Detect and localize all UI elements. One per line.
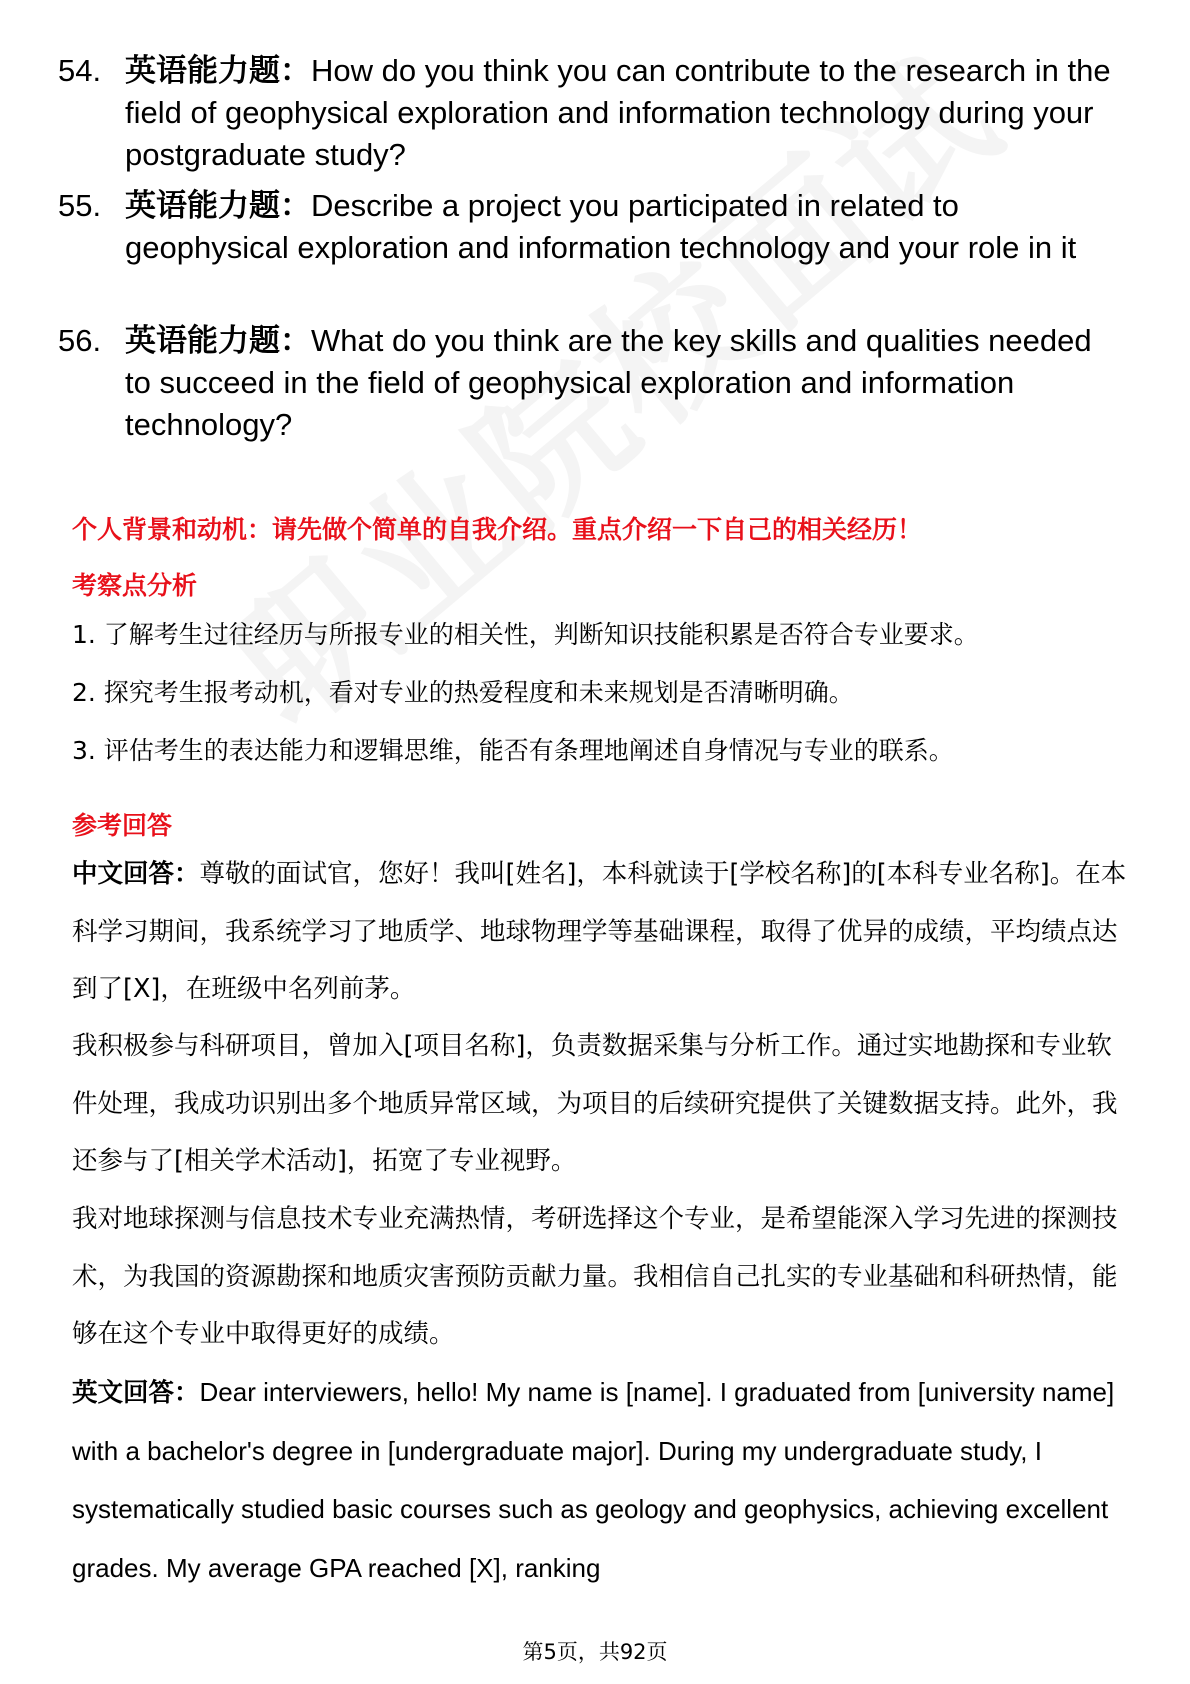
question-number: 54. <box>58 53 102 88</box>
analysis-point: 2. 探究考生报考动机，看对专业的热爱程度和未来规划是否清晰明确。 <box>72 678 854 707</box>
answer-text: 尊敬的面试官，您好！我叫[姓名]，本科就读于[学校名称]的[本科专业名称]。在本科学习期间，我系统学习了地质学、地球物理学等基础课程，取得了优异的成绩，平均绩点达到了[X]，在班级中名列前茅。 <box>72 859 1127 1004</box>
answer-en-label: 英文回答： <box>72 1378 200 1408</box>
question-tag: 英语能力题： <box>125 53 311 89</box>
question-number: 55. <box>58 188 102 223</box>
question-54 <box>58 50 1118 176</box>
question-number: 56. <box>58 323 102 358</box>
answer-cn-label: 中文回答： <box>72 859 200 889</box>
question-text: What do you think are the key skills and qualities needed to succeed in the field of geophysical exploration and information technology? <box>125 323 1092 442</box>
answer-text: 我积极参与科研项目，曾加入[项目名称]，负责数据采集与分析工作。通过实地勘探和专业软件处理，我成功识别出多个地质异常区域，为项目的后续研究提供了关键数据支持。此外，我还参与了[相关学术活动]，拓宽了专业视野。 <box>72 1031 1118 1176</box>
answer-cn-paragraph-3 <box>72 1191 1132 1364</box>
answer-text: Dear interviewers, hello! My name is [name]. I graduated from [university name] with a bachelor's degree in [undergraduate major]. During my undergraduate study, I systematically studied basic courses such as geology and geophysics, achieving excellent grades. My average GPA reached [X], ranking <box>72 1377 1115 1583</box>
question-tag: 英语能力题： <box>125 323 311 359</box>
question-body <box>125 185 1118 269</box>
page-footer: 第5页，共92页 <box>522 1640 668 1664</box>
question-56 <box>58 320 1118 446</box>
analysis-point: 3. 评估考生的表达能力和逻辑思维，能否有条理地阐述自身情况与专业的联系。 <box>72 736 954 765</box>
answer-cn-paragraph-1 <box>72 846 1132 1019</box>
question-body <box>125 320 1118 446</box>
question-55 <box>58 185 1118 269</box>
analysis-point: 1. 了解考生过往经历与所报专业的相关性，判断知识技能积累是否符合专业要求。 <box>72 620 979 649</box>
section-title: 个人背景和动机：请先做个简单的自我介绍。重点介绍一下自己的相关经历！ <box>72 515 923 544</box>
reference-heading: 参考回答 <box>72 811 173 840</box>
answer-cn-paragraph-2 <box>72 1018 1132 1191</box>
question-text: How do you think you can contribute to the research in the field of geophysical exploration and information technology during your postgraduate study? <box>125 53 1111 172</box>
analysis-heading: 考察点分析 <box>72 571 198 600</box>
question-body <box>125 50 1118 176</box>
answer-en-paragraph-1 <box>72 1364 1132 1598</box>
answer-text: 我对地球探测与信息技术专业充满热情，考研选择这个专业，是希望能深入学习先进的探测技术，为我国的资源勘探和地质灾害预防贡献力量。我相信自己扎实的专业基础和科研热情，能够在这个专业中取得更好的成绩。 <box>72 1204 1118 1349</box>
question-tag: 英语能力题： <box>125 188 311 224</box>
question-text: Describe a project you participated in related to geophysical exploration and information technology and your role in it <box>125 188 1077 265</box>
